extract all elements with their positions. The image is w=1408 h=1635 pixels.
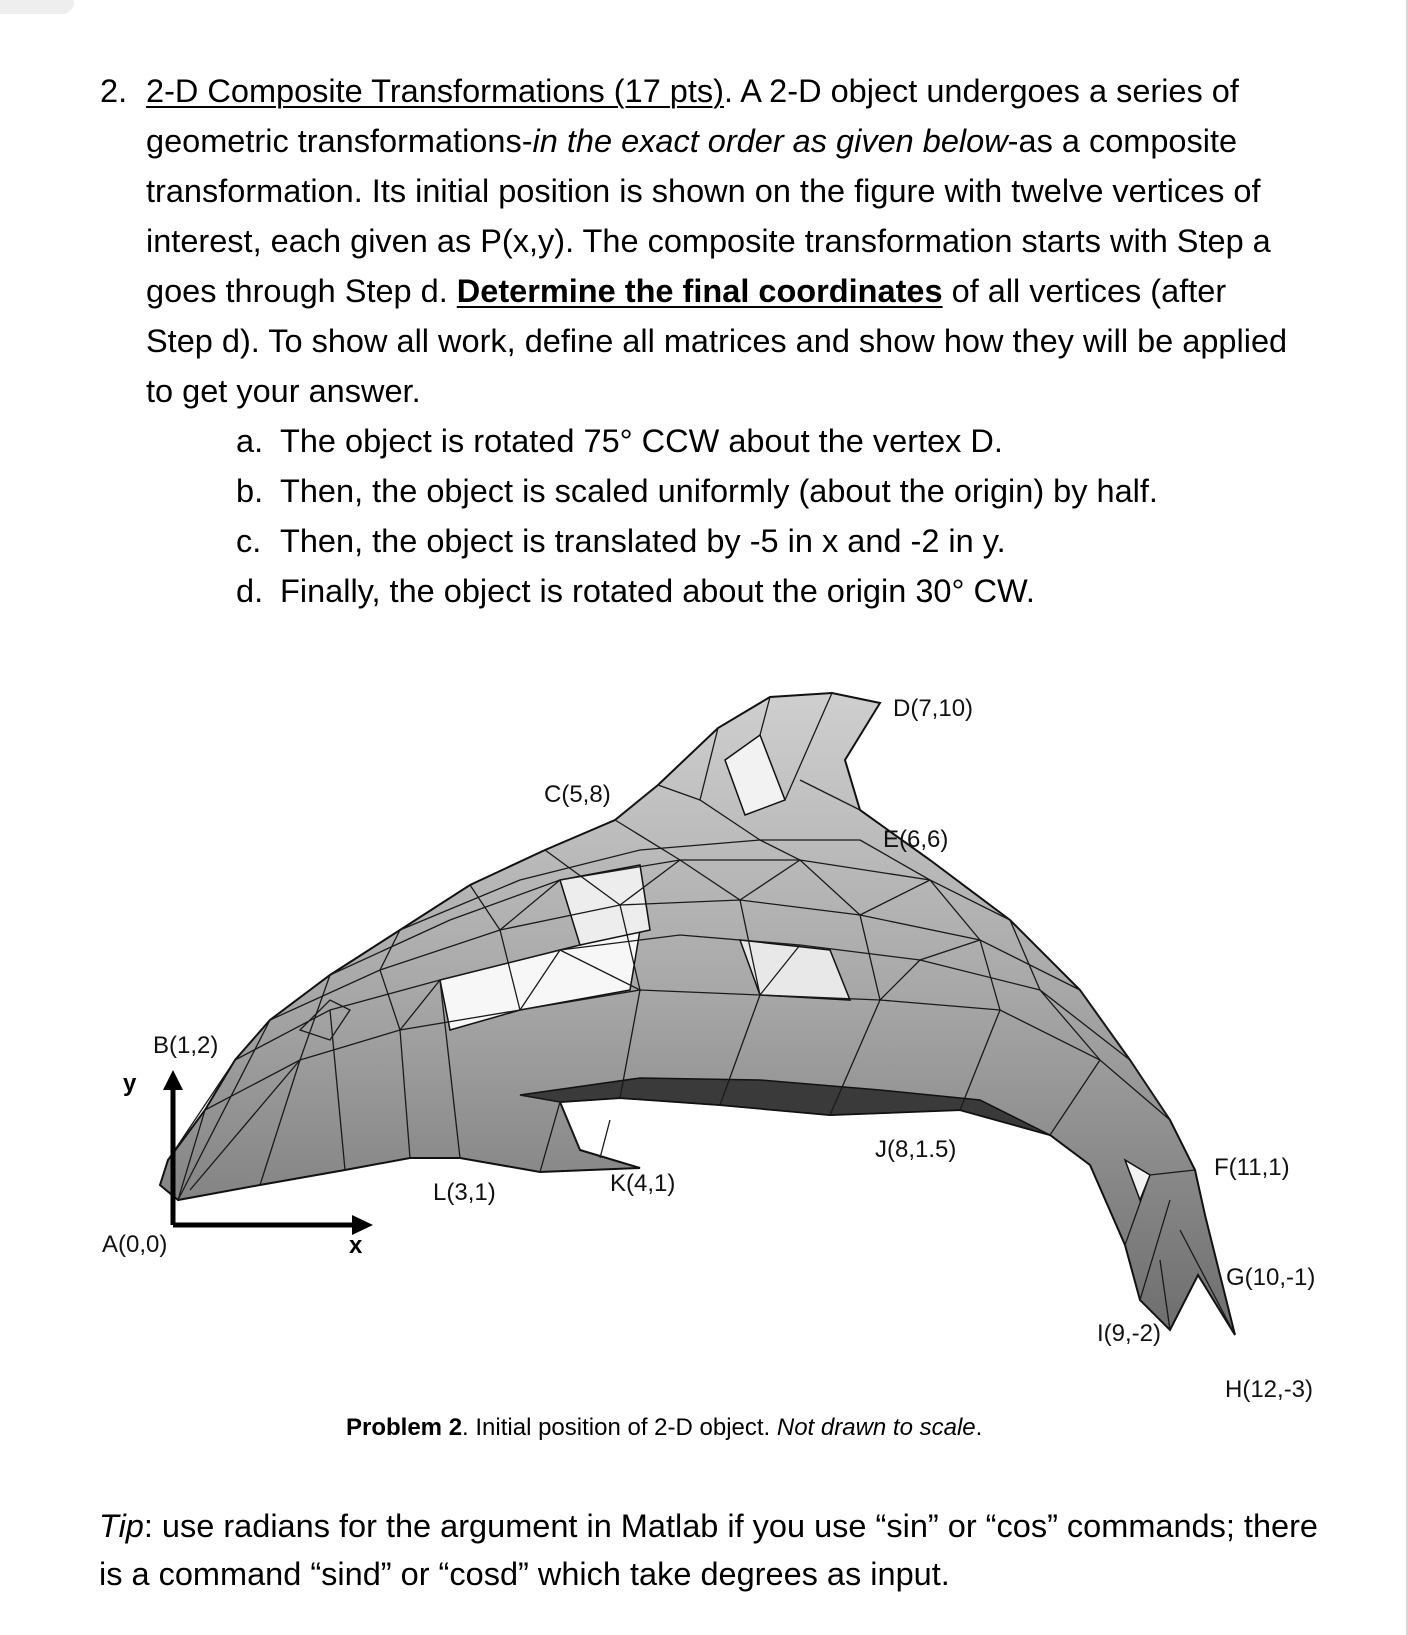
step-text: Finally, the object is rotated about the origin 30° CW. <box>280 573 1035 609</box>
problem-title: 2-D Composite Transformations (17 pts) <box>146 73 724 109</box>
intro-text-3: of all vertices (after Step d). To show all work, define all matrices and show how they will be applied to get your answer. <box>146 273 1288 409</box>
step-text: Then, the object is translated by -5 in x and -2 in y. <box>280 523 1006 559</box>
step-label: b. <box>236 473 264 509</box>
vertex-label-a: A(0,0) <box>102 1231 168 1258</box>
vertex-label-j: J(8,1.5) <box>875 1136 957 1163</box>
caption-italic: Not drawn to scale <box>776 1414 976 1441</box>
tip-text: : use radians for the argument in Matlab if you use “sin” or “cos” commands; there is a command “sind” or “cosd” which take degrees as input. <box>99 1508 1319 1592</box>
vertex-label-l: L(3,1) <box>433 1179 496 1206</box>
figure-caption <box>346 1414 982 1442</box>
caption-text: . Initial position of 2-D object. <box>462 1414 777 1441</box>
tip-paragraph <box>99 1502 1339 1598</box>
caption-end: . <box>975 1414 983 1441</box>
intro-text-2: -as a composite transformation. Its initial position is shown on the figure with twelve vertices of interest, each given as P(x,y). The composite transformation starts with Step a goes through Step d. <box>146 123 1271 309</box>
step-label: c. <box>236 523 262 559</box>
vertex-label-f: F(11,1) <box>1214 1154 1290 1181</box>
y-axis-arrowhead <box>163 1070 183 1090</box>
vertex-label-e: E(6,6) <box>883 826 949 853</box>
intro-text-1: . A 2-D object undergoes a series of geometric transformations- <box>146 73 1239 159</box>
tip-label: Tip <box>99 1508 144 1544</box>
y-axis-label: y <box>123 1070 137 1097</box>
step-label: d. <box>236 573 264 609</box>
emphasis-final-coordinates: Determine the final coordinates <box>456 273 943 309</box>
step-label: a. <box>236 423 264 459</box>
vertex-label-h: H(12,-3) <box>1225 1376 1314 1403</box>
vertex-label-c: C(5,8) <box>544 781 611 808</box>
intro-italic: in the exact order as given below <box>532 123 1008 159</box>
vertex-label-b: B(1,2) <box>153 1032 219 1059</box>
vertex-label-d: D(7,10) <box>893 695 974 722</box>
caption-bold: Problem 2 <box>346 1414 463 1441</box>
x-axis-label: x <box>349 1232 363 1259</box>
step-text: Then, the object is scaled uniformly (about the origin) by half. <box>280 473 1158 509</box>
step-text: The object is rotated 75° CCW about the vertex D. <box>280 423 1003 459</box>
vertex-label-k: K(4,1) <box>610 1170 676 1197</box>
problem-number: 2. <box>100 73 128 109</box>
vertex-label-g: G(10,-1) <box>1226 1264 1316 1291</box>
vertex-label-i: I(9,-2) <box>1097 1320 1162 1347</box>
